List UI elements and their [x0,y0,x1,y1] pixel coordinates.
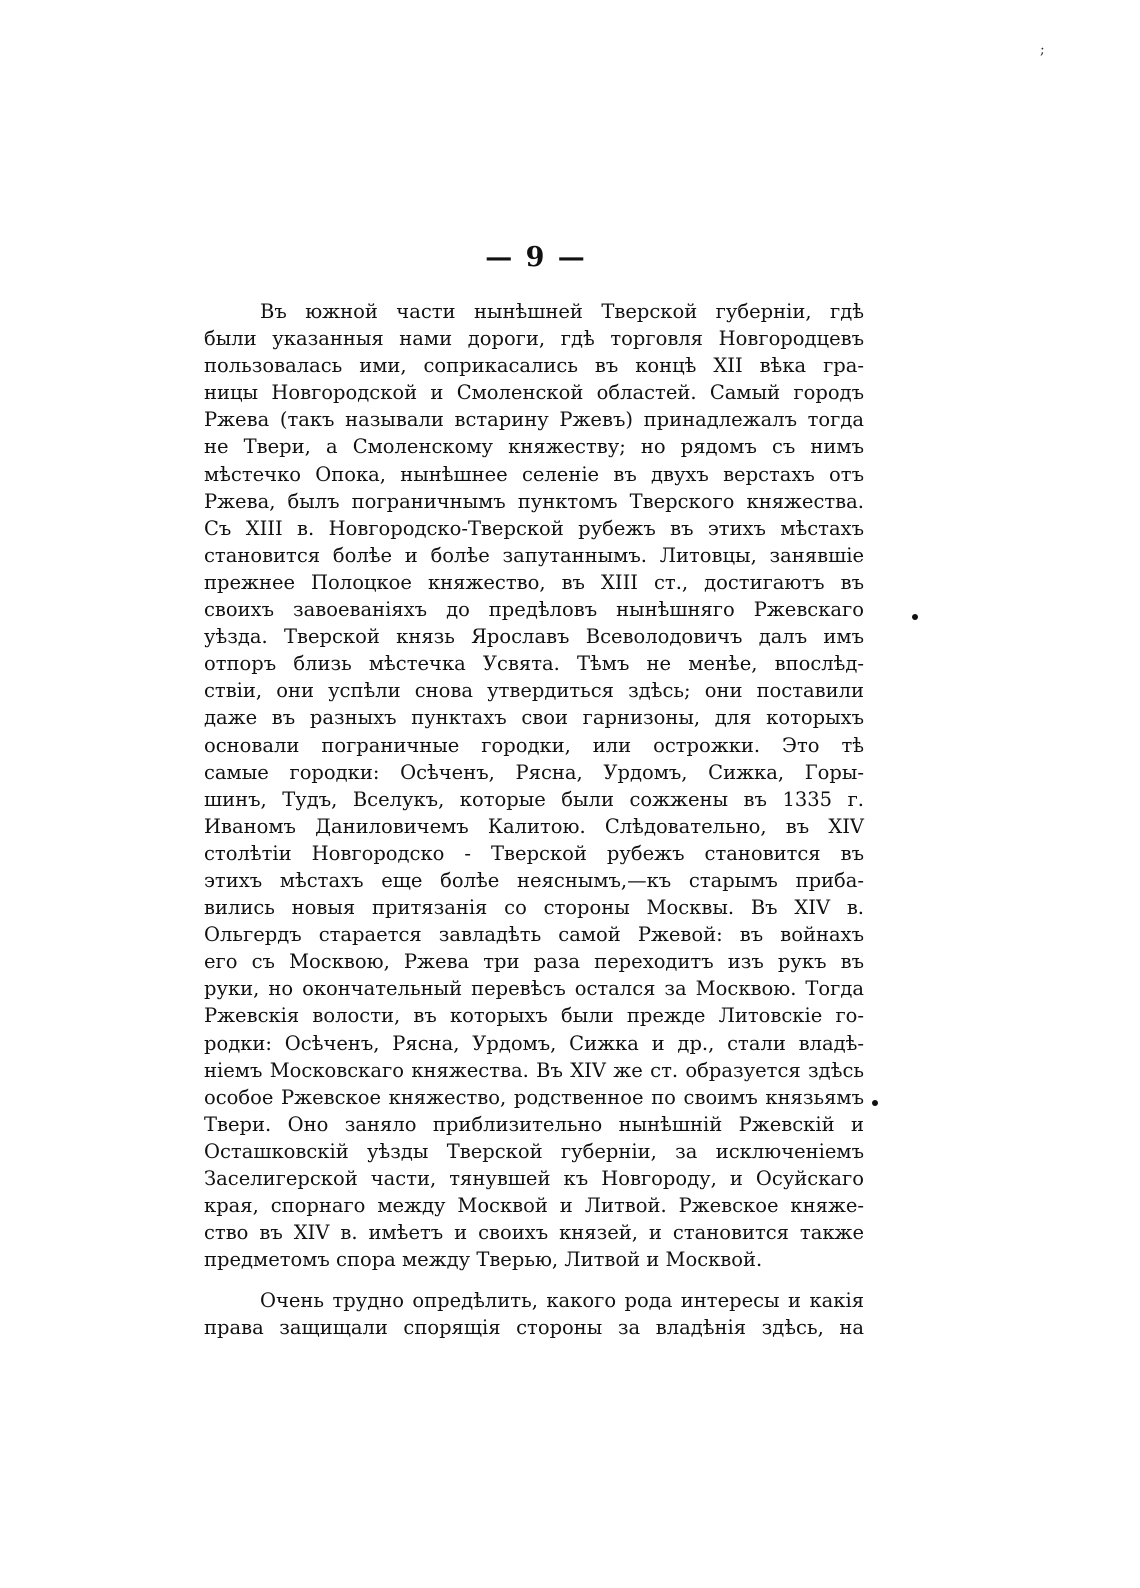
text-line: Твери. Оно заняло приблизительно нынѣшній Ржевскій и [204,1112,864,1136]
text-line: ство въ XIV в. имѣетъ и своихъ князей, и становится также [204,1221,864,1245]
paragraph-gap [204,1273,864,1287]
text-line: уѣзда. Тверской князь Ярославъ Всеволодовичъ далъ имъ [204,625,864,649]
text-line: руки, но окончательный перевѣсъ остался за Москвою. Тогда [204,977,864,1001]
text-line: края, спорнаго между Москвой и Литвой. Ржевское княже- [204,1194,864,1218]
text-line: были указанныя нами дороги, гдѣ торговля Новгородцевъ [204,327,864,351]
page-number: — 9 — [485,242,587,273]
text-line: мѣстечко Опока, нынѣшнее селеніе въ двухъ верстахъ отъ [204,462,864,486]
ink-speck [912,614,918,620]
text-line: родки: Осѣченъ, Рясна, Урдомъ, Сижка и др., стали владѣ- [204,1031,864,1055]
paragraph-2 [204,1287,864,1341]
corner-mark: ; [1040,42,1045,58]
text-line: столѣтіи Новгородско - Тверской рубежъ становится въ [204,841,864,865]
text-line: основали пограничные городки, или острожки. Это тѣ [204,733,864,757]
text-line: шинъ, Тудъ, Вселукъ, которые были сожжены въ 1335 г. [204,787,864,811]
text-line: пользовалась ими, соприкасались въ концѣ XII вѣка гра- [204,354,864,378]
text-line: отпоръ близь мѣстечка Усвята. Тѣмъ не менѣе, впослѣд- [204,652,864,676]
text-line: особое Ржевское княжество, родственное по своимъ князьямъ [204,1085,864,1109]
text-line: ствіи, они успѣли снова утвердиться здѣсь; они поставили [204,679,864,703]
text-line: Иваномъ Даниловичемъ Калитою. Слѣдовательно, въ XIV [204,814,864,838]
text-line: Ржева, былъ пограничнымъ пунктомъ Тверского княжества. [204,489,864,513]
text-line: ніемъ Московскаго княжества. Въ XIV же ст. образуется здѣсь [204,1058,864,1082]
body-text [204,298,864,1342]
text-line: его съ Москвою, Ржева три раза переходитъ изъ рукъ въ [204,950,864,974]
text-line: Ржева (такъ называли встарину Ржевъ) принадлежалъ тогда [204,408,864,432]
text-line: самые городки: Осѣченъ, Рясна, Урдомъ, Сижка, Горы- [204,760,864,784]
text-line: вились новыя притязанія со стороны Москвы. Въ XIV в. [204,896,864,920]
text-line: права защищали спорящія стороны за владѣнія здѣсь, на [204,1316,864,1340]
text-line: предметомъ спора между Тверью, Литвой и Москвой. [204,1248,763,1272]
text-line: становится болѣе и болѣе запутаннымъ. Литовцы, занявшіе [204,543,864,567]
text-line: этихъ мѣстахъ еще болѣе неяснымъ,—къ старымъ прибa- [204,868,864,892]
text-line: Осташковскій уѣзды Тверской губерніи, за исключеніемъ [204,1139,864,1163]
text-line: Заселигерской части, тянувшей къ Новгороду, и Осуйскаго [204,1167,864,1190]
text-line: своихъ завоеваніяхъ до предѣловъ нынѣшняго Ржевскаго [204,598,864,622]
text-line: Очень трудно опредѣлить, какого рода интересы и какія [260,1289,864,1313]
text-line: Съ XIII в. Новгородско-Тверской рубежъ въ этихъ мѣстахъ [204,516,864,540]
text-line: Ольгердъ старается завладѣть самой Ржевой: въ войнахъ [204,923,864,947]
text-line: ницы Новгородской и Смоленской областей. Самый городъ [204,381,864,405]
text-line: Ржевскія волости, въ которыхъ были прежде Литовскіе го- [204,1004,864,1028]
ink-speck [872,1100,878,1106]
text-line: даже въ разныхъ пунктахъ свои гарнизоны, для которыхъ [204,706,864,730]
paragraph-1 [204,298,864,1273]
text-line: не Твери, а Смоленскому княжеству; но рядомъ съ нимъ [204,435,864,459]
text-line: прежнее Полоцкое княжество, въ XIII ст., достигаютъ въ [204,570,864,594]
text-line: Въ южной части нынѣшней Тверской губерніи, гдѣ [260,300,864,323]
